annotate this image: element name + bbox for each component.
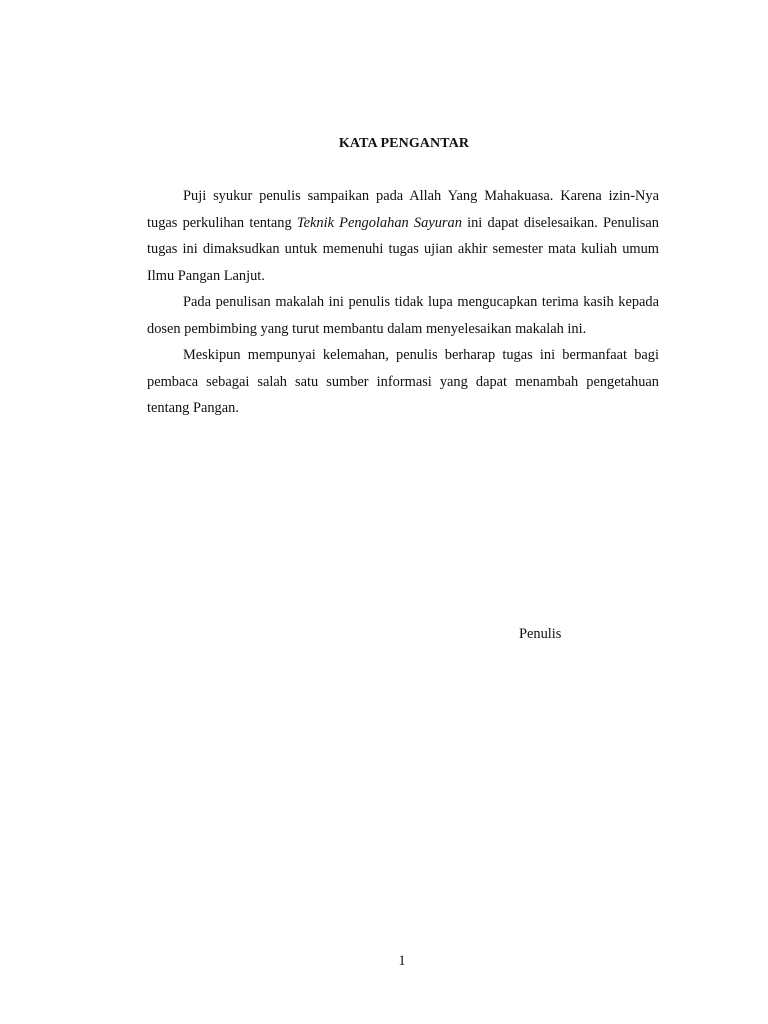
paragraph-3: Meskipun mempunyai kelemahan, penulis berharap tugas ini bermanfaat bagi pembaca sebagai salah satu sumber informasi yang dapat menambah pengetahuan tentang Pangan. [147, 347, 659, 416]
paragraph-1 [147, 183, 659, 289]
page-title: KATA PENGANTAR [338, 136, 470, 151]
page-number: 1 [398, 953, 406, 969]
signature-label: Penulis [519, 626, 562, 642]
paragraph-2: Pada penulisan makalah ini penulis tidak lupa mengucapkan terima kasih kepada dosen pembimbing yang turut membantu dalam menyelesaikan makalah ini. [147, 294, 659, 337]
paragraph-1-text-end: ini dapat diselesaikan. Penulisan tugas ini dimaksudkan untuk memenuhi tugas ujian akhir semester mata kuliah umum Ilmu Pangan Lanjut. [147, 214, 659, 284]
paragraph-1-text-start: Puji syukur penulis sampaikan pada Allah Yang Mahakuasa. Karena izin-Nya tugas perkulihan tentang [147, 188, 659, 231]
paragraph-1-italic-term: Teknik Pengolahan Sayuran [296, 214, 462, 231]
body-text [147, 183, 659, 422]
